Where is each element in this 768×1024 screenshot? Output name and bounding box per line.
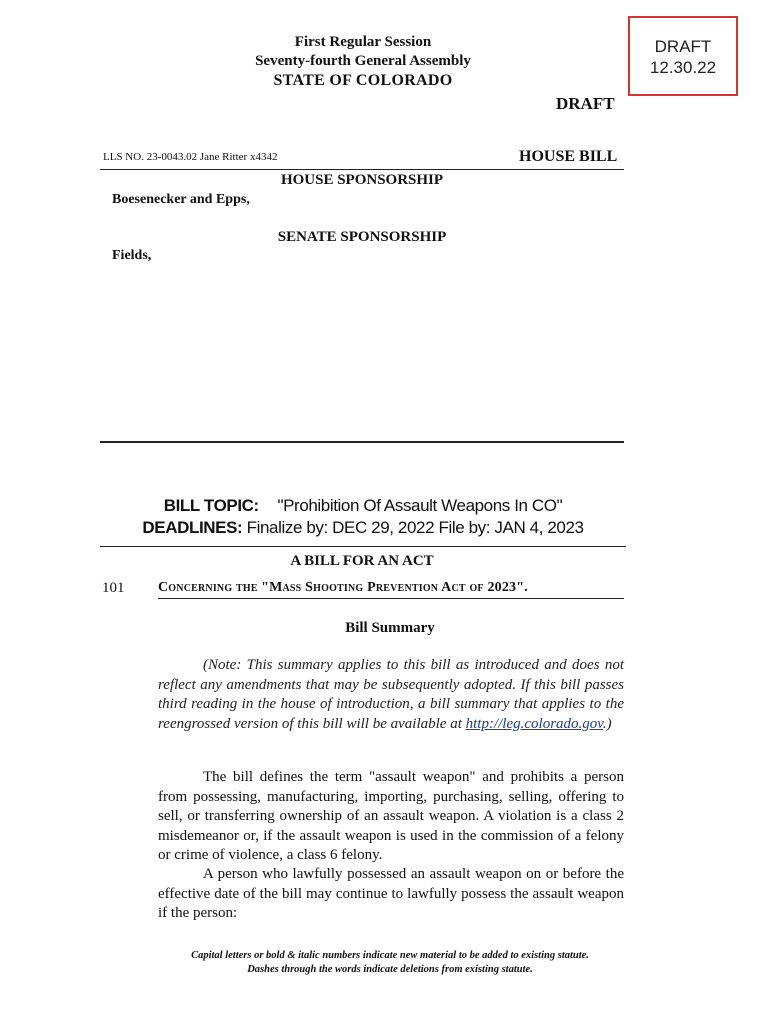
state-name: STATE OF COLORADO: [273, 72, 453, 89]
footer-note: [100, 949, 680, 977]
act-heading: A BILL FOR AN ACT: [290, 553, 434, 569]
footer-line-2: Dashes through the words indicate deletions from existing statute.: [247, 964, 533, 975]
deadlines: [0, 518, 726, 538]
concerning-prefix: Concerning the: [158, 580, 258, 595]
line-number: 101: [102, 580, 125, 596]
concerning-title: "Mass Shooting Prevention Act of 2023".: [261, 580, 528, 595]
stamp-label: DRAFT: [654, 37, 712, 56]
finalize-label: Finalize by:: [246, 518, 328, 537]
header-divider: [100, 169, 624, 170]
finalize-date: DEC 29, 2022: [332, 518, 435, 537]
session-name: First Regular Session: [294, 34, 432, 50]
note-text: (Note: This summary applies to this bill as introduced and does not reflect any amendments that may be subsequently adopted. If this bill passes third reading in the house of introduction, a bill summary that applies to the reengrossed version of this bill will be available at: [158, 657, 624, 732]
concerning-clause: [158, 580, 528, 596]
bill-topic: [0, 496, 726, 516]
draft-label: DRAFT: [556, 94, 615, 113]
topic-divider: [100, 546, 626, 547]
file-label: File by:: [438, 518, 491, 537]
bill-topic-value: "Prohibition Of Assault Weapons In CO": [277, 496, 563, 515]
summary-paragraph-1: [158, 768, 624, 866]
file-date: JAN 4, 2023: [494, 518, 584, 537]
stamp-date: 12.30.22: [649, 58, 717, 77]
bill-topic-label: BILL TOPIC:: [163, 496, 259, 515]
session-header: [0, 33, 726, 90]
draft-stamp: [628, 16, 738, 96]
legislature-link[interactable]: http://leg.colorado.gov: [465, 715, 603, 732]
paragraph-2-text: A person who lawfully possessed an assault weapon on or before the effective date of the bill may continue to lawfully possess the assault weapon if the person:: [158, 866, 624, 921]
sponsorship-divider: [100, 441, 624, 443]
summary-paragraph-2: [158, 865, 624, 924]
senate-sponsors: Fields,: [112, 248, 152, 263]
summary-note: [158, 656, 624, 734]
lls-number: LLS NO. 23-0043.02 Jane Ritter x4342: [103, 151, 278, 163]
senate-sponsorship-heading: SENATE SPONSORSHIP: [277, 229, 447, 245]
summary-title: Bill Summary: [345, 620, 435, 636]
deadlines-label: DEADLINES:: [142, 518, 243, 537]
assembly-name: Seventy-fourth General Assembly: [255, 53, 471, 69]
title-underline: [158, 598, 624, 599]
paragraph-1-text: The bill defines the term "assault weapon" and prohibits a person from possessing, manufacturing, importing, purchasing, selling, offering to sell, or transferring ownership of an assault weapon. A violation is a class 2 misdemeanor or, if the assault weapon is used in the commission of a felony or crime of violence, a class 6 felony.: [158, 769, 624, 863]
footer-line-1: Capital letters or bold & italic numbers indicate new material to be added to existing statute.: [191, 950, 589, 961]
house-sponsors: Boesenecker and Epps,: [112, 192, 250, 207]
note-end: .): [602, 715, 612, 732]
house-sponsorship-heading: HOUSE SPONSORSHIP: [280, 172, 444, 188]
bill-type: HOUSE BILL: [519, 148, 618, 165]
